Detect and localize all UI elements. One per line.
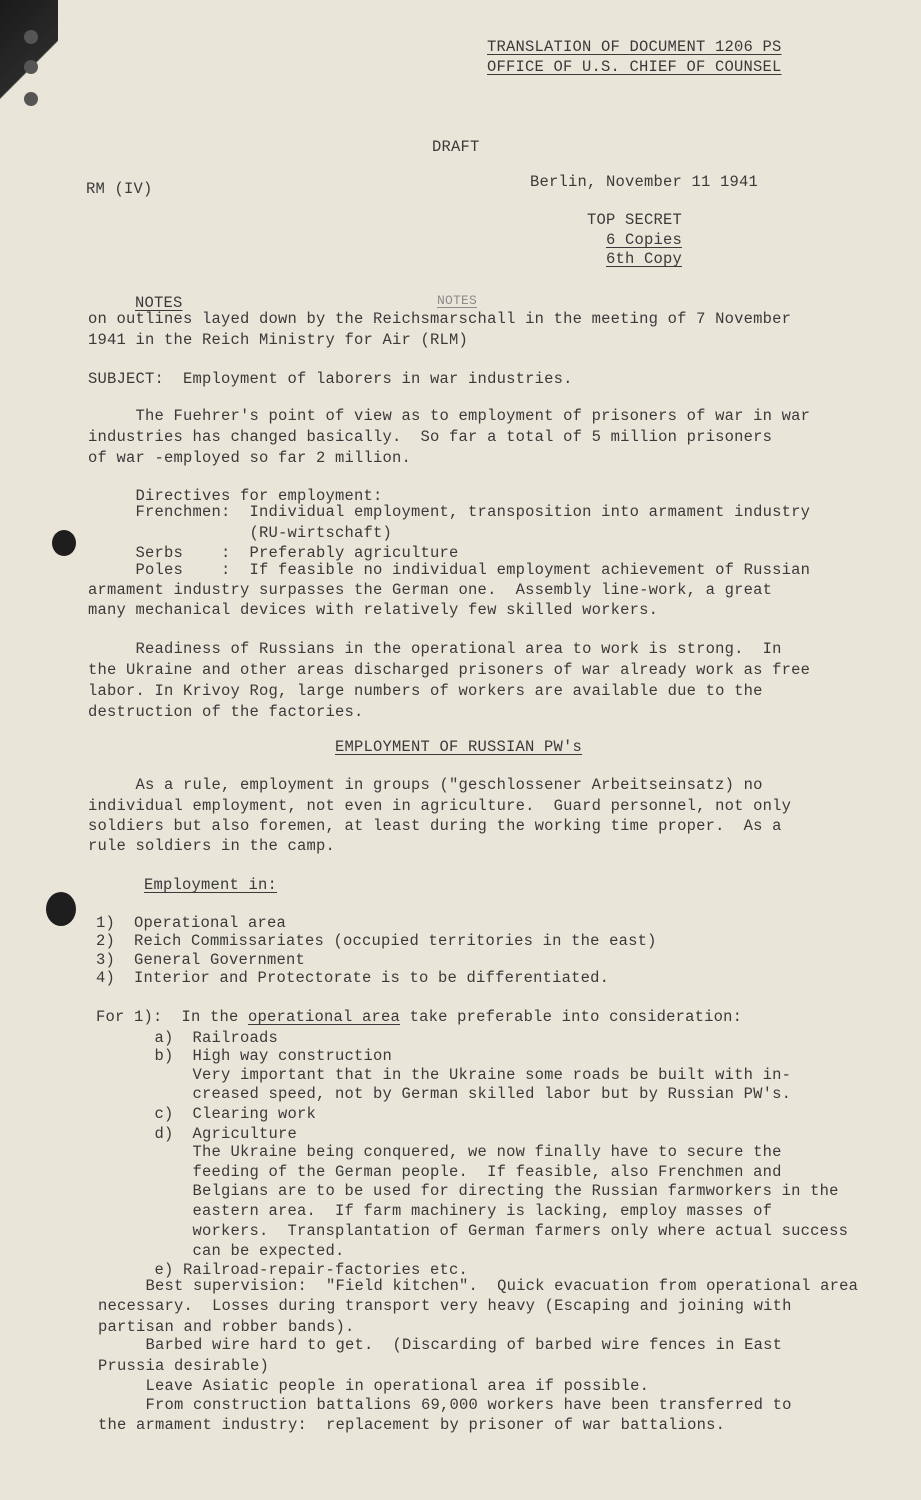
notes-heading-faint: NOTES	[437, 293, 478, 308]
punch-hole	[24, 92, 38, 106]
header-line-1: TRANSLATION OF DOCUMENT 1206 PS	[487, 38, 782, 56]
list-item: 1) Operational area	[96, 914, 287, 932]
list-item: 3) General Government	[96, 951, 306, 969]
list-item: 4) Interior and Protectorate is to be differentiated.	[96, 969, 610, 987]
reference-code: RM (IV)	[86, 180, 153, 198]
text-line: feeding of the German people. If feasible, also Frenchmen and	[88, 1163, 782, 1181]
text-line: Serbs : Preferably agriculture	[88, 544, 459, 562]
text-line: creased speed, not by German skilled labor but by Russian PW's.	[88, 1085, 792, 1103]
classification-secret: TOP SECRET	[587, 211, 683, 229]
text-line: armament industry surpasses the German one. Assembly line-work, a great	[88, 581, 773, 599]
subject-line: SUBJECT: Employment of laborers in war industries.	[88, 370, 573, 388]
for-1-prefix: For 1): In the	[96, 1008, 249, 1026]
text-line: 1941 in the Reich Ministry for Air (RLM)	[88, 331, 469, 349]
text-line: industries has changed basically. So far a total of 5 million prisoners	[88, 428, 773, 446]
place-date: Berlin, November 11 1941	[530, 173, 759, 191]
text-line: From construction battalions 69,000 workers have been transferred to	[98, 1396, 792, 1414]
punch-hole	[52, 530, 76, 556]
text-line: labor. In Krivoy Rog, large numbers of workers are available due to the	[88, 682, 763, 700]
punch-hole	[24, 60, 38, 74]
notes-heading: NOTES	[135, 294, 183, 312]
header-line-2: OFFICE OF U.S. CHIEF OF COUNSEL	[487, 58, 782, 76]
text-line: the armament industry: replacement by prisoner of war battalions.	[98, 1416, 726, 1434]
text-line: Belgians are to be used for directing the Russian farmworkers in the	[88, 1182, 839, 1200]
text-line: many mechanical devices with relatively few skilled workers.	[88, 601, 659, 619]
for-1-underlined: operational area	[248, 1008, 401, 1026]
for-1-suffix: take preferable into consideration:	[400, 1008, 743, 1026]
text-line: c) Clearing work	[88, 1105, 317, 1123]
text-line: Leave Asiatic people in operational area if possible.	[98, 1377, 650, 1395]
text-line: eastern area. If farm machinery is lacking, employ masses of	[88, 1202, 773, 1220]
text-line: e) Railroad-repair-factories etc.	[88, 1261, 469, 1279]
text-line: d) Agriculture	[88, 1125, 298, 1143]
text-line: rule soldiers in the camp.	[88, 837, 336, 855]
text-line: workers. Transplantation of German farmers only where actual success	[88, 1222, 849, 1240]
text-line: As a rule, employment in groups ("geschlossener Arbeitseinsatz) no	[88, 776, 763, 794]
text-line: partisan and robber bands).	[98, 1318, 355, 1336]
text-line: Best supervision: "Field kitchen". Quick evacuation from operational area	[98, 1277, 859, 1295]
punch-hole	[24, 30, 38, 44]
list-item: 2) Reich Commissariates (occupied territories in the east)	[96, 932, 657, 950]
text-line: necessary. Losses during transport very heavy (Escaping and joining with	[98, 1297, 792, 1315]
text-line: a) Railroads	[88, 1029, 279, 1047]
text-line: Very important that in the Ukraine some roads be built with in-	[88, 1066, 792, 1084]
text-line: the Ukraine and other areas discharged prisoners of war already work as free	[88, 661, 811, 679]
text-line: can be expected.	[88, 1242, 345, 1260]
text-line: The Fuehrer's point of view as to employment of prisoners of war in war	[88, 407, 811, 425]
text-line: of war -employed so far 2 million.	[88, 449, 412, 467]
employment-in-heading: Employment in:	[144, 876, 278, 894]
text-line: soldiers but also foremen, at least during the working time proper. As a	[88, 817, 782, 835]
text-line: Directives for employment:	[88, 487, 383, 505]
section-heading: EMPLOYMENT OF RUSSIAN PW's	[335, 738, 583, 756]
text-line: Barbed wire hard to get. (Discarding of barbed wire fences in East	[98, 1336, 783, 1354]
text-line: destruction of the factories.	[88, 703, 364, 721]
text-line: Readiness of Russians in the operational area to work is strong. In	[88, 640, 782, 658]
text-line: Prussia desirable)	[98, 1357, 270, 1375]
text-line: (RU-wirtschaft)	[88, 524, 393, 542]
classification-copy-no: 6th Copy	[606, 250, 683, 268]
classification-copies: 6 Copies	[606, 231, 683, 249]
text-line: Frenchmen: Individual employment, transposition into armament industry	[88, 503, 811, 521]
text-line: individual employment, not even in agriculture. Guard personnel, not only	[88, 797, 792, 815]
text-line: b) High way construction	[88, 1047, 393, 1065]
punch-hole	[46, 892, 76, 926]
draft-label: DRAFT	[432, 138, 480, 156]
text-line: on outlines layed down by the Reichsmarschall in the meeting of 7 November	[88, 310, 792, 328]
for-1-line	[96, 1008, 742, 1027]
text-line: The Ukraine being conquered, we now finally have to secure the	[88, 1143, 782, 1161]
text-line: Poles : If feasible no individual employment achievement of Russian	[88, 561, 811, 579]
